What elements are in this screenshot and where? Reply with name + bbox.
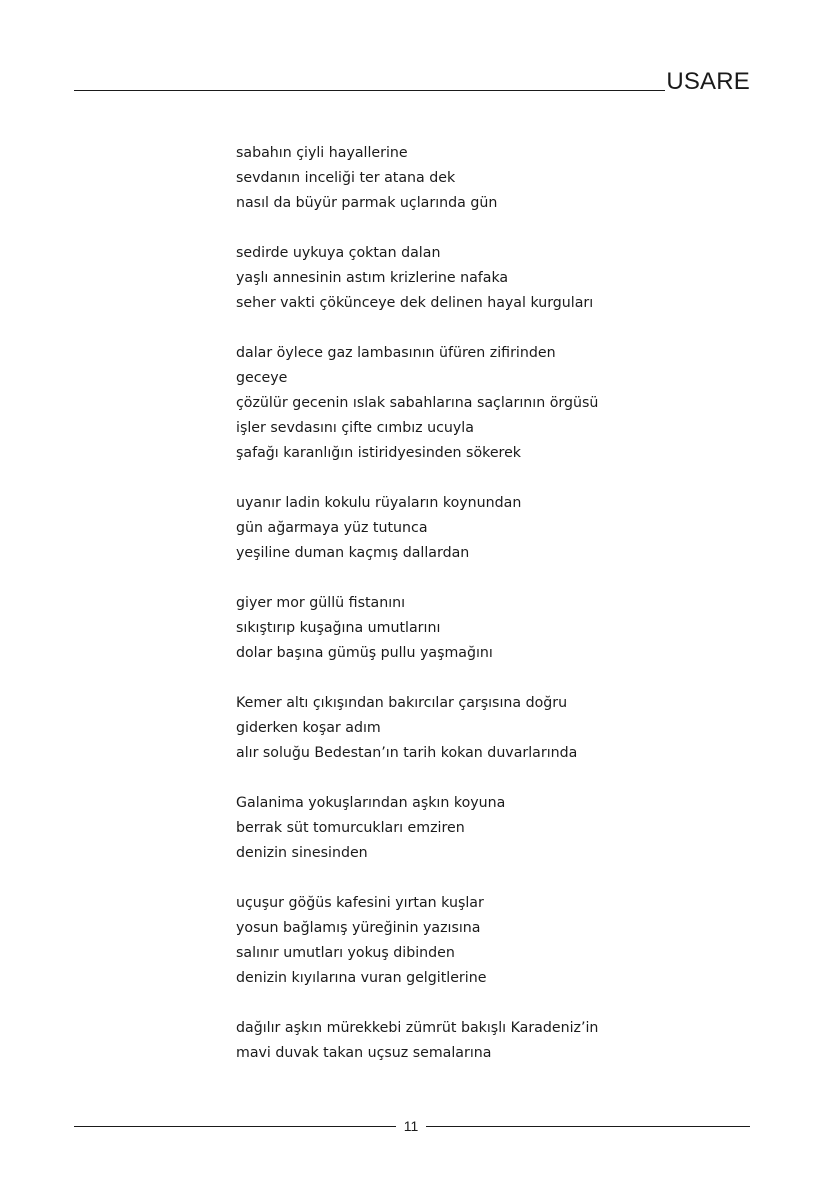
poem-line: salınır umutları yokuş dibinden — [236, 945, 455, 961]
poem-line: sedirde uykuya çoktan dalan — [236, 245, 441, 261]
poem-line: sevdanın inceliği ter atana dek — [236, 170, 456, 186]
poem-line: geceye — [236, 370, 288, 386]
header-rule — [74, 90, 665, 91]
poem-line: giyer mor güllü fistanını — [236, 595, 406, 611]
poem-line: şafağı karanlığın istiridyesinden sökerek — [236, 445, 522, 461]
poem-line: alır soluğu Bedestan’ın tarih kokan duvarlarında — [236, 745, 578, 761]
poem-line: gün ağarmaya yüz tutunca — [236, 520, 428, 536]
stanza-3 — [236, 341, 756, 466]
poem-line: uçuşur göğüs kafesini yırtan kuşlar — [236, 895, 484, 911]
stanza-8 — [236, 891, 756, 991]
running-title: USARE — [666, 68, 750, 95]
poem-line: yeşiline duman kaçmış dallardan — [236, 545, 470, 561]
poem-line: denizin sinesinden — [236, 845, 368, 861]
stanza-4 — [236, 491, 756, 566]
page-footer — [74, 1114, 750, 1138]
poem-line: dağılır aşkın mürekkebi zümrüt bakışlı Karadeniz’in — [236, 1020, 599, 1036]
poem-line: berrak süt tomurcukları emziren — [236, 820, 465, 836]
poem-line: yosun bağlamış yüreğinin yazısına — [236, 920, 481, 936]
poem-body — [236, 141, 756, 1091]
poem-line: seher vakti çökünceye dek delinen hayal kurguları — [236, 295, 594, 311]
poem-line: dalar öylece gaz lambasının üfüren zifirinden — [236, 345, 556, 361]
footer-rule-left — [74, 1126, 396, 1127]
page-header — [74, 66, 750, 96]
stanza-2 — [236, 241, 756, 316]
poem-line: sıkıştırıp kuşağına umutlarını — [236, 620, 441, 636]
poem-line: mavi duvak takan uçsuz semalarına — [236, 1045, 492, 1061]
poem-line: nasıl da büyür parmak uçlarında gün — [236, 195, 498, 211]
poem-line: Galanima yokuşlarından aşkın koyuna — [236, 795, 506, 811]
poem-line: sabahın çiyli hayallerine — [236, 145, 408, 161]
poem-line: yaşlı annesinin astım krizlerine nafaka — [236, 270, 509, 286]
poem-line: dolar başına gümüş pullu yaşmağını — [236, 645, 493, 661]
stanza-6 — [236, 691, 756, 766]
poem-line: işler sevdasını çifte cımbız ucuyla — [236, 420, 474, 436]
poem-line: giderken koşar adım — [236, 720, 381, 736]
stanza-1 — [236, 141, 756, 216]
stanza-7 — [236, 791, 756, 866]
stanza-5 — [236, 591, 756, 666]
footer-rule-right — [426, 1126, 750, 1127]
poem-line: çözülür gecenin ıslak sabahlarına saçlarının örgüsü — [236, 395, 599, 411]
poem-line: denizin kıyılarına vuran gelgitlerine — [236, 970, 487, 986]
page-number: 11 — [403, 1118, 419, 1134]
stanza-9 — [236, 1016, 756, 1066]
poem-line: Kemer altı çıkışından bakırcılar çarşısına doğru — [236, 695, 568, 711]
poem-line: uyanır ladin kokulu rüyaların koynundan — [236, 495, 522, 511]
